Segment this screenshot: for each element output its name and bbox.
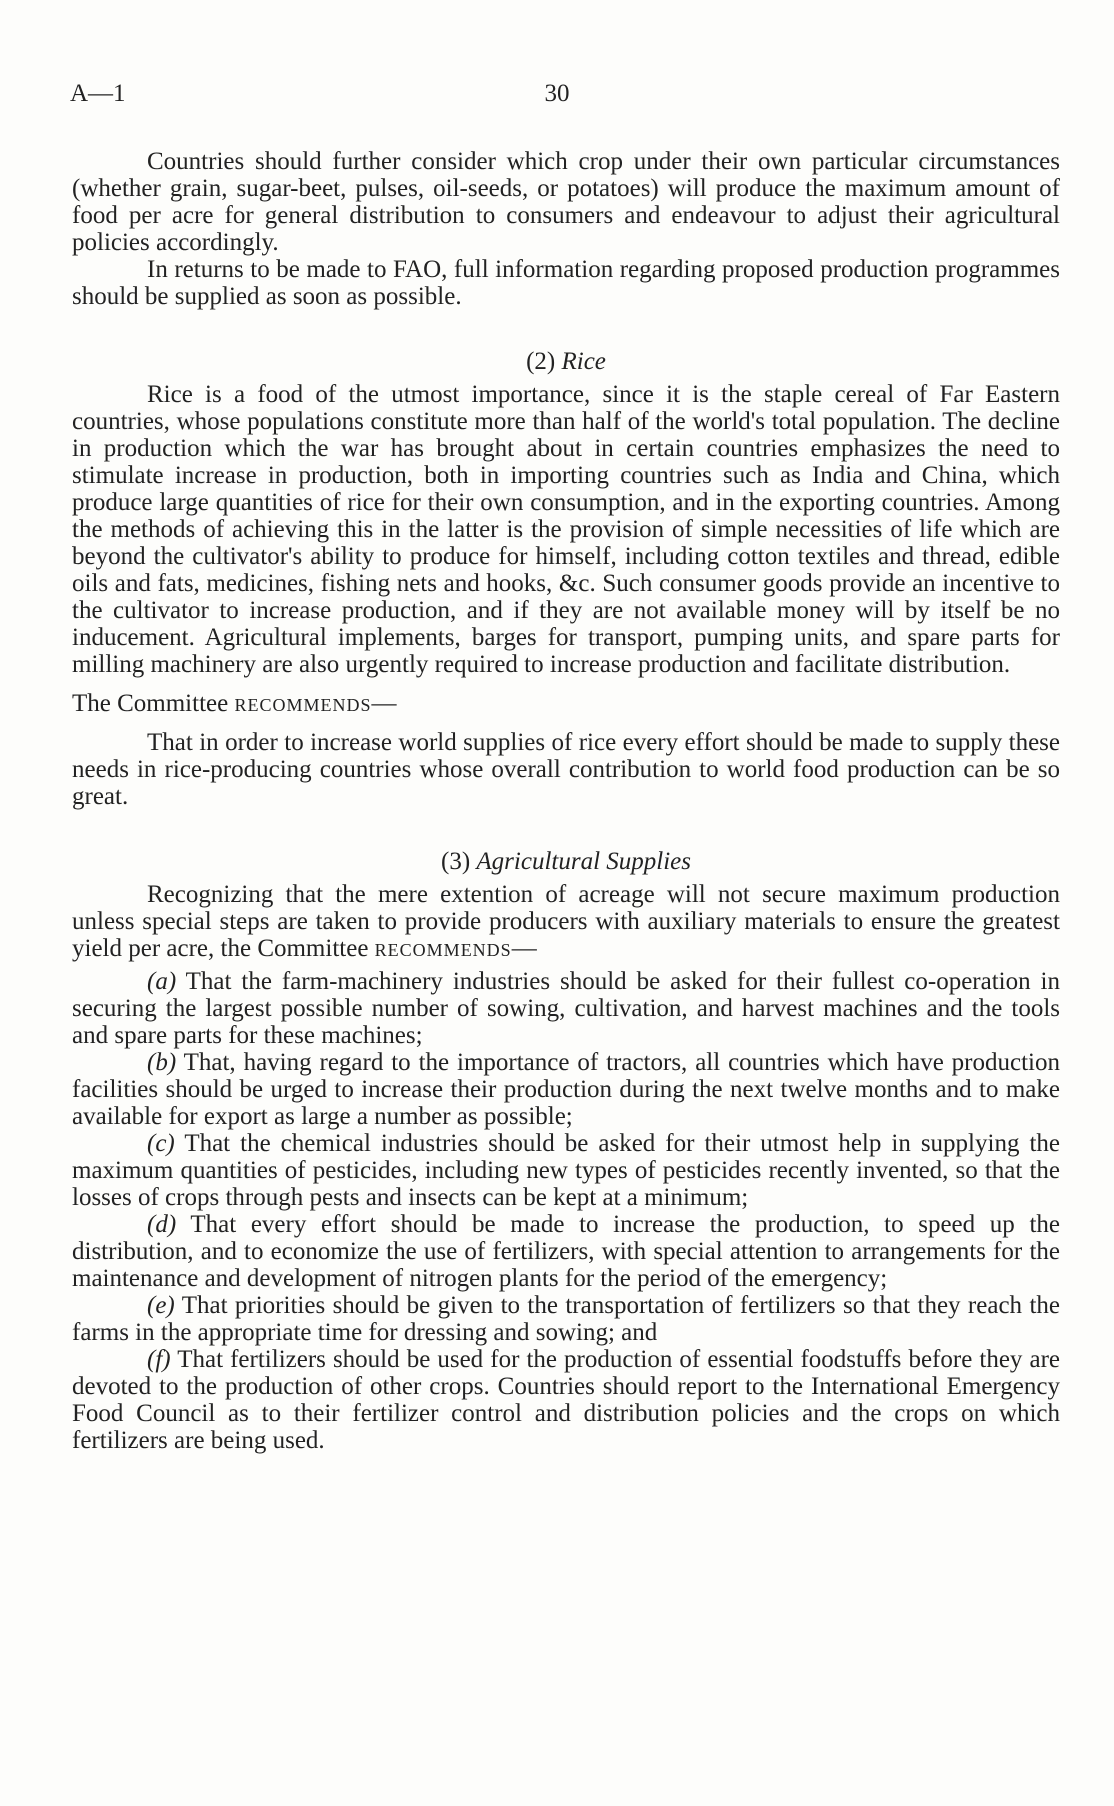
intro-paragraph-2: In returns to be made to FAO, full information regarding proposed production programmes should be supplied as soon as possible. [72,256,1060,310]
item-label: (f) [147,1346,171,1373]
supplies-intro-text: Recognizing that the mere extention of acreage will not secure maximum production unless special steps are taken to provide producers with auxiliary materials to ensure the greatest yield per acre, the Committee [72,881,1060,962]
section-heading-agricultural-supplies [72,848,1060,875]
item-text: That every effort should be made to increase the production, to speed up the distribution, and to economize the use of fertilizers, with special attention to arrangements for the maintenance and development of nitrogen plants for the period of the emergency; [72,1211,1060,1292]
recommendation-item [72,1292,1060,1346]
section-title: Rice [561,348,606,375]
recommends-keyword: recommends— [374,935,538,962]
item-text: That, having regard to the importance of tractors, all countries which have production facilities should be urged to increase their production during the next twelve months and to make available for export as large a number as possible; [72,1049,1060,1130]
rice-recommendation: That in order to increase world supplies of rice every effort should be made to supply these needs in rice-producing countries whose overall contribution to world food production can be so great. [72,729,1060,810]
item-label: (a) [147,968,177,995]
item-label: (d) [147,1211,177,1238]
item-text: That the farm-machinery industries should be asked for their fullest co-operation in securing the largest possible number of sowing, cultivation, and harvest machines and the tools and spare parts for these machines; [72,968,1060,1049]
recommendation-item [72,968,1060,1049]
intro-paragraph-1: Countries should further consider which crop under their own particular circumstances (whether grain, sugar-beet, pulses, oil-seeds, or potatoes) will produce the maximum amount of food per acre for general distribution to consumers and endeavour to adjust their agricultural policies accordingly. [72,148,1060,256]
recommends-keyword: recommends— [234,690,398,717]
item-text: That the chemical industries should be asked for their utmost help in supplying the maximum quantities of pesticides, including new types of pesticides recently invented, so that the losses of crops through pests and insects can be kept at a minimum; [72,1130,1060,1211]
recommendation-item [72,1346,1060,1454]
running-head [70,80,1044,110]
page-body [72,148,1060,1454]
recommendation-item [72,1211,1060,1292]
section-number: (3) [441,848,471,875]
committee-recommends-line [72,690,1060,717]
section-title: Agricultural Supplies [476,848,691,875]
item-label: (e) [147,1292,175,1319]
item-text: That fertilizers should be used for the production of essential foodstuffs before they are devoted to the production of other crops. Countries should report to the International Emergency Food Council as to their fertilizer control and distribution policies and the crops on which fertilizers are being used. [72,1346,1060,1454]
committee-label: The Committee [72,690,229,717]
recommendation-item [72,1049,1060,1130]
section-number: (2) [526,348,556,375]
recommendation-item [72,1130,1060,1211]
page-number: 30 [544,80,570,107]
rice-paragraph: Rice is a food of the utmost importance, since it is the staple cereal of Far Eastern countries, whose populations constitute more than half of the world's total population. The decline in production which the war has brought about in certain countries emphasizes the need to stimulate increase in production, both in importing countries such as India and China, which produce large quantities of rice for their own consumption, and in the exporting countries. Among the methods of achieving this in the latter is the provision of simple necessities of life which are beyond the cultivator's ability to produce for himself, including cotton textiles and thread, edible oils and fats, medicines, fishing nets and hooks, &c. Such consumer goods provide an incentive to the cultivator to increase production, and if they are not available money will by itself be no inducement. Agricultural implements, barges for transport, pumping units, and spare parts for milling machinery are also urgently required to increase production and facilitate distribution. [72,381,1060,678]
section-heading-rice [72,348,1060,375]
item-label: (c) [147,1130,175,1157]
item-label: (b) [147,1049,177,1076]
supplies-intro [72,881,1060,962]
document-reference: A—1 [70,80,126,107]
item-text: That priorities should be given to the transportation of fertilizers so that they reach the farms in the appropriate time for dressing and sowing; and [72,1292,1060,1346]
